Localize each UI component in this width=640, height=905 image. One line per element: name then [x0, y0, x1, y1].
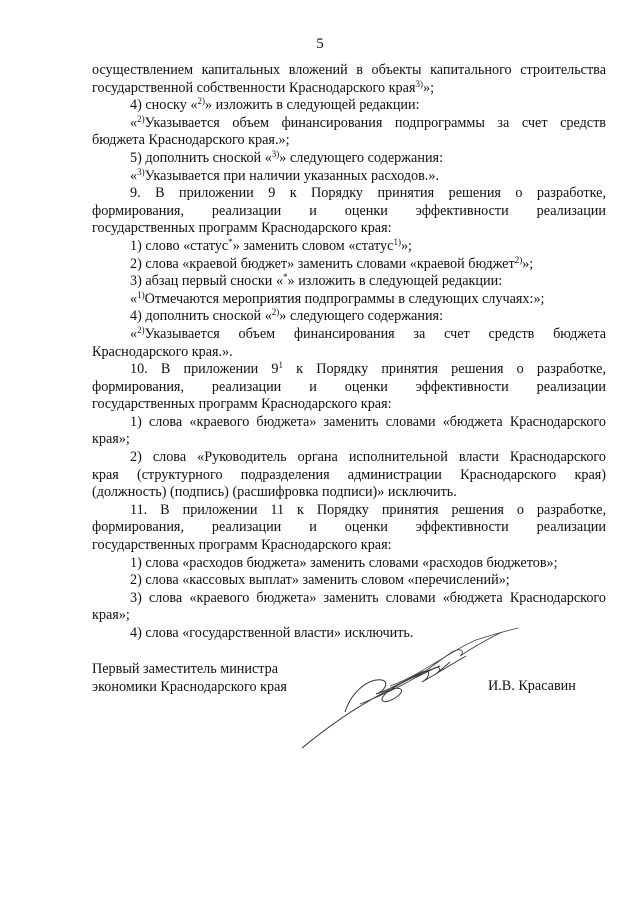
text-line: осуществлением капитальных вложений в объекты капитального строительства — [92, 62, 606, 78]
text-line: 3) слова «краевого бюджета» заменить словами «бюджета Краснодарского — [130, 589, 606, 606]
text-line: 9. В приложении 9 к Порядку принятия решения о разработке, — [130, 185, 606, 202]
text-line: «$^{2)}$Указывается объем финансирования подпрограммы за счет средств — [130, 113, 606, 131]
text-line: 1) слово «статус*» заменить словом «статус$^{1)}$»; — [130, 236, 412, 254]
signatory-name: И.В. Красавин — [488, 678, 576, 694]
text-line: (должность) (подпись) (расшифровка подписи)» исключить. — [92, 484, 457, 501]
text-line: 10. В приложении $9^1$ к Порядку принятия решения о разработке, — [130, 360, 606, 378]
text-line: «$^{2)}$Указывается объем финансирования за счет средств бюджета — [130, 324, 606, 342]
text-line: бюджета Краснодарского края.»; — [92, 132, 290, 149]
text-line: 11. В приложении 11 к Порядку принятия решения о разработке, — [130, 501, 606, 518]
text-line: формирования, реализации и оценки эффективности реализации — [92, 202, 606, 219]
document-body — [92, 62, 606, 643]
text-line: формирования, реализации и оценки эффективности реализации — [92, 378, 606, 395]
position-line: экономики Краснодарского края — [92, 679, 287, 695]
text-line: Краснодарского края.». — [92, 343, 233, 360]
text-line: 4) слова «государственной власти» исключить. — [130, 625, 414, 641]
text-line: государственных программ Краснодарского края: — [92, 537, 392, 554]
text-line: 2) слова «Руководитель органа исполнительной власти Краснодарского — [130, 449, 606, 466]
text-line: «$^{3)}$Указывается при наличии указанных расходов.». — [130, 166, 439, 184]
text-line: края (структурного подразделения администрации Краснодарского края) — [92, 466, 606, 483]
text-line: 5) дополнить сноской «$^{3)}$» следующего содержания: — [130, 148, 444, 166]
text-line: края»; — [92, 431, 130, 448]
page-number: 5 — [316, 36, 324, 52]
text-line: 3) абзац первый сноски «*» изложить в следующей редакции: — [130, 272, 503, 290]
text-line: 1) слова «расходов бюджета» заменить словами «расходов бюджетов»; — [130, 554, 558, 571]
text-line: края»; — [92, 607, 130, 624]
text-line: 2) слова «краевой бюджет» заменить словами «краевой бюджет$^{2)}$»; — [130, 254, 534, 272]
text-line: государственной собственности Краснодарского края$^{3)}$»; — [92, 78, 435, 96]
text-line: 2) слова «кассовых выплат» заменить словом «перечислений»; — [130, 572, 510, 589]
text-line: «$^{1)}$Отмечаются мероприятия подпрограммы в следующих случаях:»; — [130, 289, 545, 307]
text-line: 4) дополнить сноской «$^{2)}$» следующего содержания: — [130, 307, 444, 325]
text-line: 4) сноску «$^{2)}$» изложить в следующей редакции: — [130, 96, 420, 114]
position-line: Первый заместитель министра — [92, 661, 279, 677]
text-line: государственных программ Краснодарского края: — [92, 220, 392, 237]
signatory-position — [92, 660, 287, 696]
text-line: формирования, реализации и оценки эффективности реализации — [92, 519, 606, 536]
text-line: государственных программ Краснодарского края: — [92, 396, 392, 413]
text-line: 1) слова «краевого бюджета» заменить словами «бюджета Краснодарского — [130, 413, 606, 430]
